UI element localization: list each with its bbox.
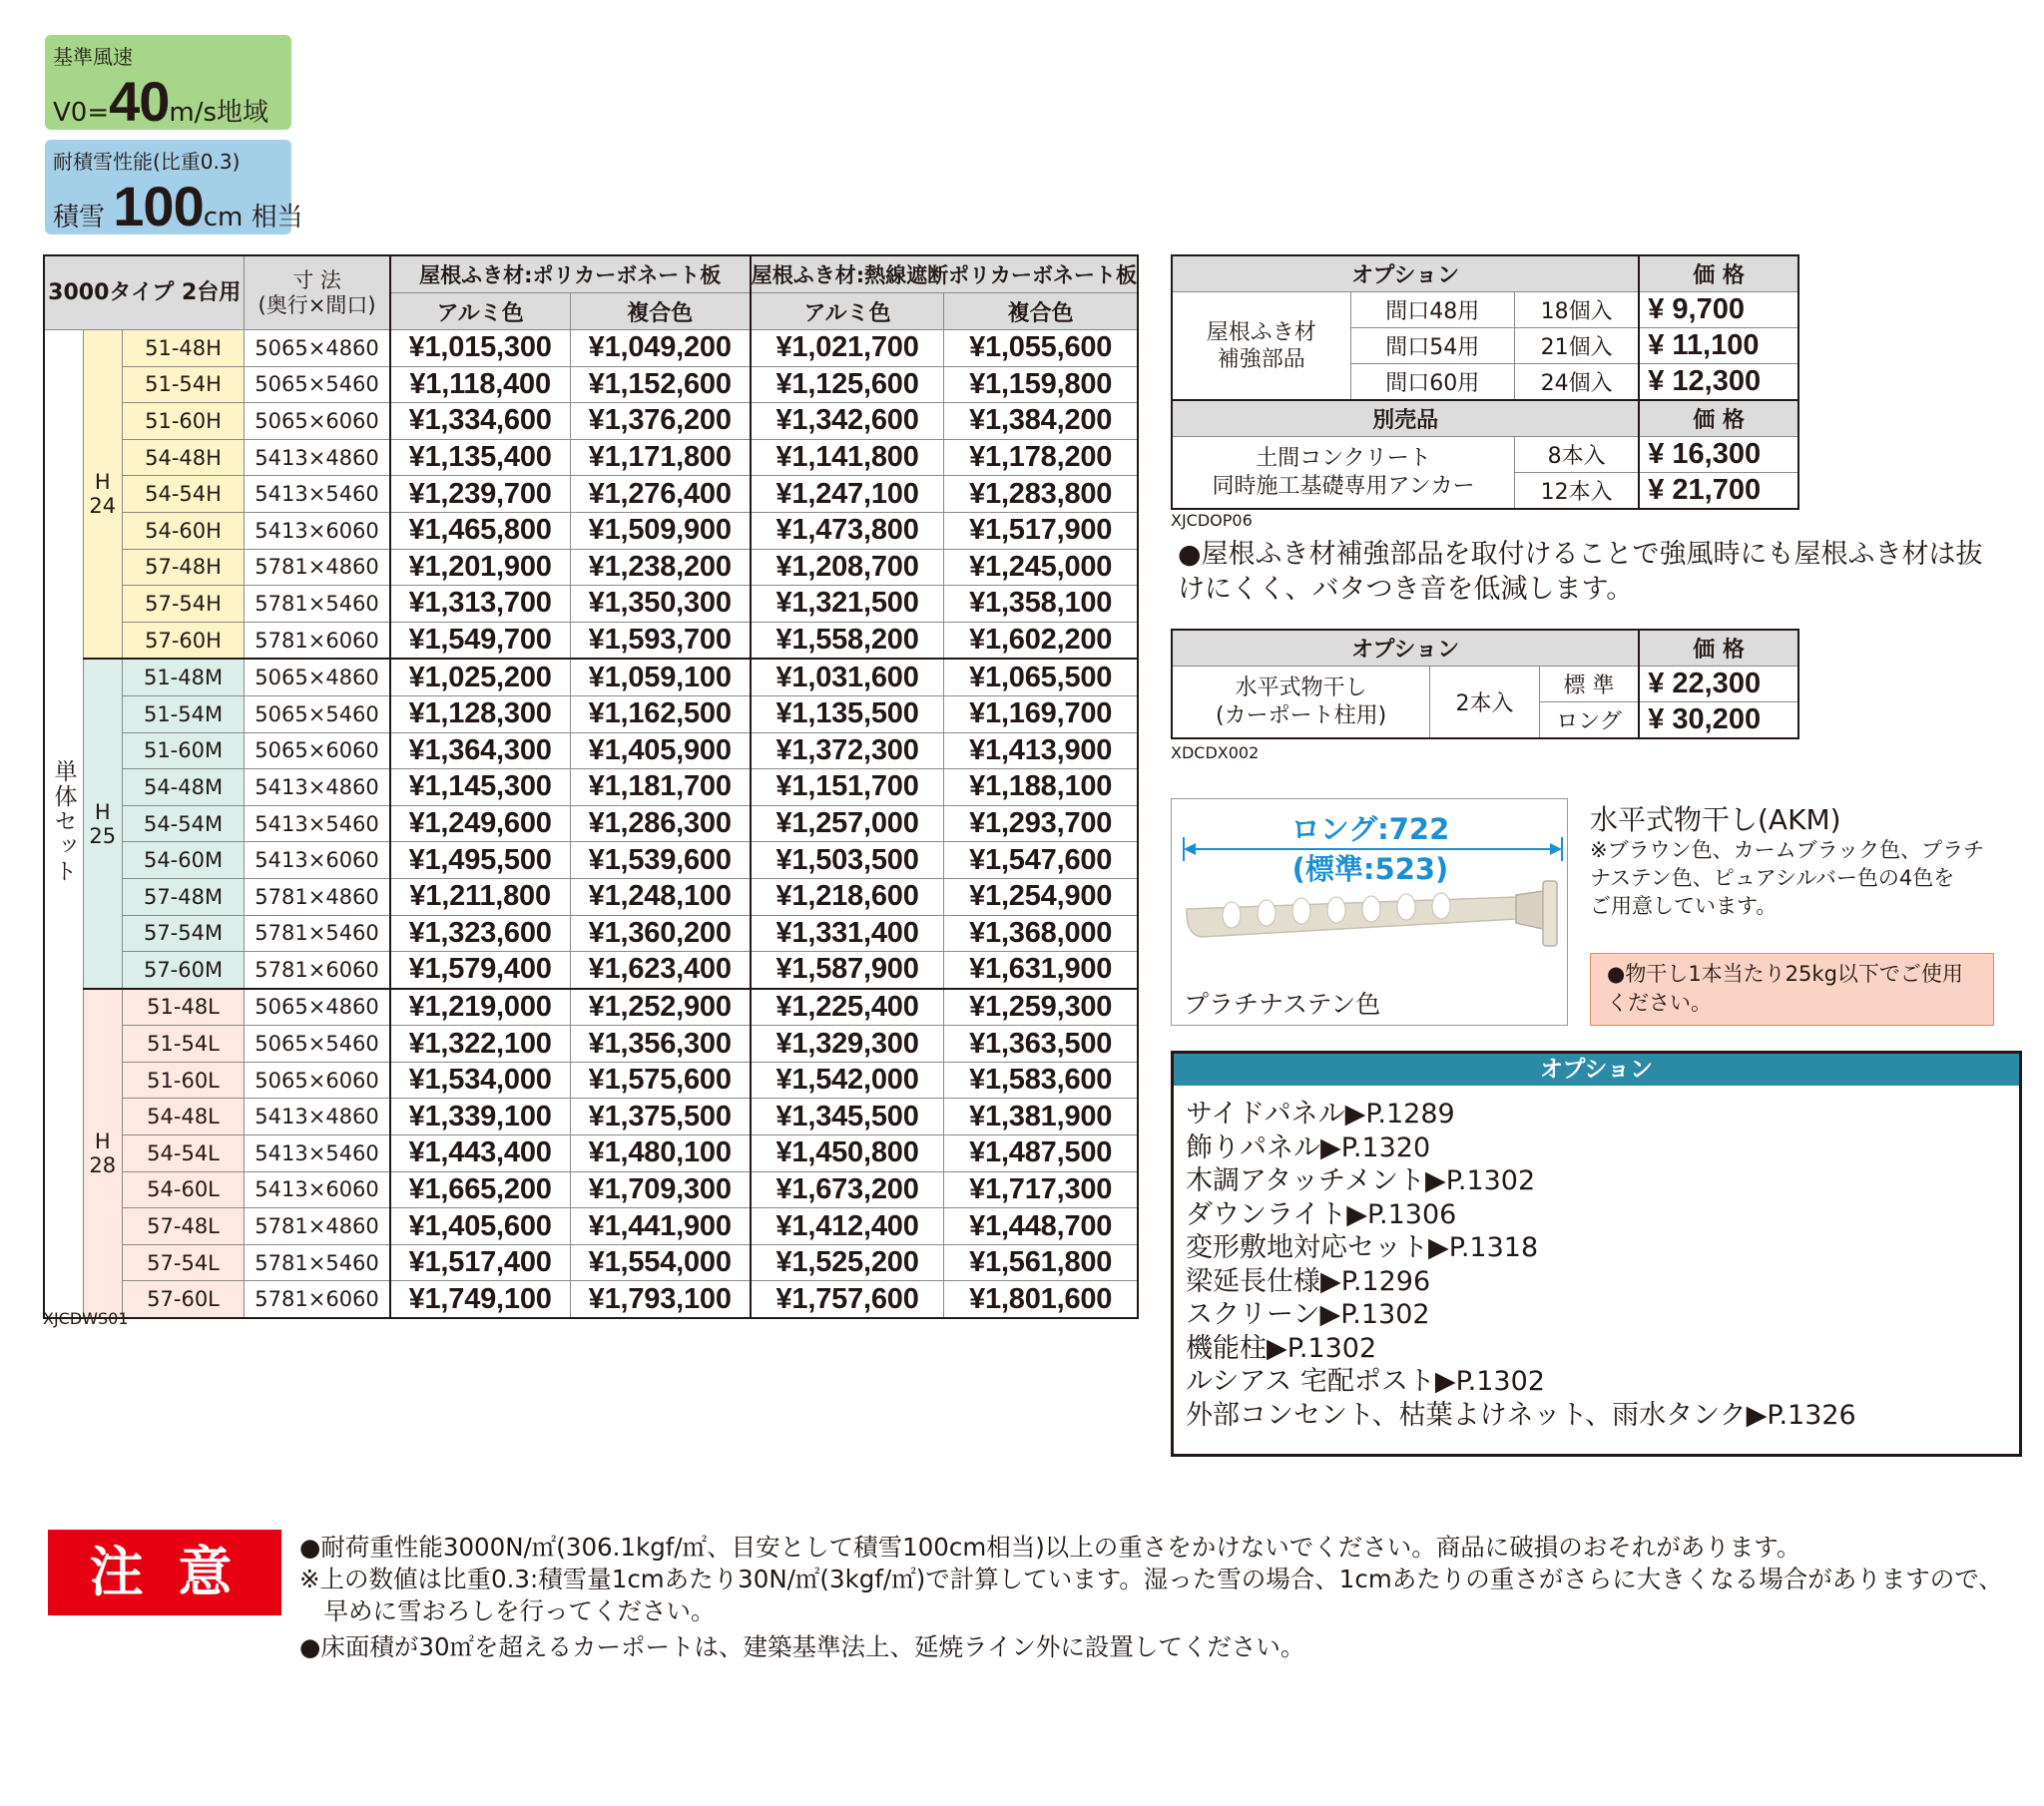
price-cell: ¥1,412,400 <box>751 1208 944 1245</box>
dimension-cell: 5413×6060 <box>245 1171 390 1208</box>
opt1-price-2: ¥ 12,300 <box>1639 364 1798 401</box>
price-cell: ¥1,245,000 <box>944 549 1138 586</box>
caution-line-2: ※上の数値は比重0.3:積雪量1cmあたり30N/㎡(3kgf/㎡)で計算しています。湿った雪の場合、1cmあたりの重さがさらに大きくなる場合がありますので、 <box>299 1565 2003 1593</box>
table-row <box>44 330 1138 367</box>
price-cell: ¥1,443,400 <box>390 1135 571 1172</box>
table-row <box>44 439 1138 476</box>
model-cell: 57-60H <box>122 622 245 659</box>
options-list-item[interactable]: スクリーン▶P.1302 <box>1186 1299 1430 1330</box>
model-cell: 51-54H <box>122 366 245 403</box>
anchor-item: 土間コンクリート 同時施工基礎専用アンカー <box>1172 437 1515 510</box>
price-table <box>43 254 1139 1319</box>
price-cell: ¥1,055,600 <box>944 330 1138 367</box>
opt1-price-1: ¥ 11,100 <box>1639 328 1798 364</box>
caution-line-3: 早めに雪おろしを行ってください。 <box>299 1596 716 1625</box>
price-cell: ¥1,025,200 <box>390 659 571 695</box>
price-cell: ¥1,480,100 <box>570 1135 751 1172</box>
roof-polycarbonate-header: 屋根ふき材:ポリカーボネート板 <box>390 255 751 293</box>
table-row <box>44 1062 1138 1099</box>
dimension-cell: 5413×5460 <box>245 1135 390 1172</box>
price-cell: ¥1,181,700 <box>570 769 751 806</box>
price-cell: ¥1,125,600 <box>751 366 944 403</box>
price-cell: ¥1,257,000 <box>751 805 944 842</box>
price-cell: ¥1,238,200 <box>570 549 751 586</box>
price-cell: ¥1,495,500 <box>390 842 571 879</box>
opt1-qty-2: 24個入 <box>1515 364 1640 401</box>
price-cell: ¥1,313,700 <box>390 586 571 623</box>
option2-header: オプション <box>1172 630 1639 667</box>
dryer-type-0: 標 準 <box>1539 667 1639 702</box>
price-cell: ¥1,334,600 <box>390 403 571 440</box>
model-cell: 51-48H <box>122 330 245 367</box>
model-cell: 54-54M <box>122 805 245 842</box>
price-cell: ¥1,254,900 <box>944 878 1138 915</box>
price-cell: ¥1,405,600 <box>390 1208 571 1245</box>
roof-heat-block-header: 屋根ふき材:熱線遮断ポリカーボネート板 <box>751 255 1138 293</box>
price-cell: ¥1,350,300 <box>570 586 751 623</box>
price-cell: ¥1,441,900 <box>570 1208 751 1245</box>
dimension-cell: 5781×4860 <box>245 549 390 586</box>
opt1-qty-0: 18個入 <box>1515 292 1640 328</box>
dimension-cell: 5413×6060 <box>245 842 390 879</box>
price-cell: ¥1,503,500 <box>751 842 944 879</box>
price-cell: ¥1,525,200 <box>751 1244 944 1281</box>
dimension-cell: 5413×4860 <box>245 439 390 476</box>
model-cell: 54-60M <box>122 842 245 879</box>
model-cell: 54-48M <box>122 769 245 806</box>
price-cell: ¥1,208,700 <box>751 549 944 586</box>
dimension-cell: 5413×4860 <box>245 769 390 806</box>
model-cell: 51-54L <box>122 1026 245 1063</box>
anchor-qty-1: 12本入 <box>1515 473 1640 510</box>
price-cell: ¥1,539,600 <box>570 842 751 879</box>
price-cell: ¥1,259,300 <box>944 989 1138 1026</box>
price-cell: ¥1,448,700 <box>944 1208 1138 1245</box>
price-cell: ¥1,339,100 <box>390 1099 571 1135</box>
dryer-image-box <box>1171 798 1568 1026</box>
price-cell: ¥1,178,200 <box>944 439 1138 476</box>
clothes-dryer-option-table <box>1171 629 1799 739</box>
col-alumi-a: アルミ色 <box>390 293 571 330</box>
table-row <box>44 476 1138 513</box>
table-row <box>44 805 1138 842</box>
model-cell: 57-48L <box>122 1208 245 1245</box>
price-cell: ¥1,717,300 <box>944 1171 1138 1208</box>
price-cell: ¥1,252,900 <box>570 989 751 1026</box>
model-cell: 54-48H <box>122 439 245 476</box>
price-cell: ¥1,364,300 <box>390 732 571 769</box>
dimension-cell: 5065×5460 <box>245 695 390 732</box>
dryer-long-label: ロング:722 <box>1290 812 1450 846</box>
model-cell: 51-48M <box>122 659 245 695</box>
dimension-cell: 5065×4860 <box>245 330 390 367</box>
table-row <box>44 769 1138 806</box>
table-row <box>44 1281 1138 1318</box>
dimension-cell: 5413×5460 <box>245 805 390 842</box>
price-cell: ¥1,673,200 <box>751 1171 944 1208</box>
dimension-cell: 5781×5460 <box>245 586 390 623</box>
option-header: オプション <box>1172 255 1639 292</box>
dimension-cell: 5781×5460 <box>245 915 390 952</box>
table-row <box>44 366 1138 403</box>
table-row <box>44 659 1138 695</box>
options-list-item[interactable]: 木調アタッチメント▶P.1302 <box>1186 1165 1536 1196</box>
model-cell: 57-54L <box>122 1244 245 1281</box>
price-cell: ¥1,509,900 <box>570 512 751 549</box>
model-cell: 57-60M <box>122 952 245 989</box>
height-group-label: H 25 <box>83 659 122 988</box>
options-panel-title: オプション <box>1174 1054 2019 1086</box>
dryer-title: 水平式物干し(AKM) <box>1590 803 1841 836</box>
model-cell: 54-60H <box>122 512 245 549</box>
price-cell: ¥1,247,100 <box>751 476 944 513</box>
price-cell: ¥1,376,200 <box>570 403 751 440</box>
model-cell: 57-48M <box>122 878 245 915</box>
price-cell: ¥1,372,300 <box>751 732 944 769</box>
dimension-cell: 5065×6060 <box>245 403 390 440</box>
col-fukugo-a: 複合色 <box>570 293 751 330</box>
table-row <box>44 1244 1138 1281</box>
price-cell: ¥1,331,400 <box>751 915 944 952</box>
options-panel <box>1171 1051 2022 1457</box>
price-cell: ¥1,225,400 <box>751 989 944 1026</box>
dimension-cell: 5065×4860 <box>245 989 390 1026</box>
price-cell: ¥1,665,200 <box>390 1171 571 1208</box>
dimension-cell: 5413×6060 <box>245 512 390 549</box>
snow-load-badge <box>45 140 303 237</box>
model-cell: 51-60H <box>122 403 245 440</box>
table-row <box>44 1208 1138 1245</box>
opt1-size-2: 間口60用 <box>1350 364 1515 401</box>
price-cell: ¥1,360,200 <box>570 915 751 952</box>
dryer-warning: ●物干し1本当たり25kg以下でご使用 ください。 <box>1590 953 1994 1026</box>
price-cell: ¥1,145,300 <box>390 769 571 806</box>
dimension-cell: 5065×5460 <box>245 366 390 403</box>
table-code: XJCDWS01 <box>43 1309 129 1328</box>
options-list-item[interactable]: 外部コンセント、枯葉よけネット、雨水タンク▶P.1326 <box>1186 1399 1856 1431</box>
price-header-2: 価 格 <box>1639 400 1798 437</box>
price-cell: ¥1,171,800 <box>570 439 751 476</box>
table-row <box>44 842 1138 879</box>
price-cell: ¥1,283,800 <box>944 476 1138 513</box>
options-list-item[interactable]: ダウンライト▶P.1306 <box>1186 1198 1457 1230</box>
price-cell: ¥1,623,400 <box>570 952 751 989</box>
wind-speed-badge <box>45 35 291 133</box>
caution-line-1: ●耐荷重性能3000N/㎡(306.1kgf/㎡、目安として積雪100cm相当)以上の重さをかけないでください。商品に破損のおそれがあります。 <box>299 1533 1801 1562</box>
caution-line-4: ●床面積が30㎡を超えるカーポートは、建築基準法上、延焼ライン外に設置してください。 <box>299 1632 1305 1661</box>
dryer-color-label: プラチナステン色 <box>1184 990 1381 1019</box>
option1-code: XJCDOP06 <box>1171 511 1253 530</box>
price-cell: ¥1,021,700 <box>751 330 944 367</box>
price-cell: ¥1,059,100 <box>570 659 751 695</box>
table-row <box>44 878 1138 915</box>
options-list <box>1174 1086 2019 1432</box>
price-cell: ¥1,413,900 <box>944 732 1138 769</box>
model-cell: 51-48L <box>122 989 245 1026</box>
price-cell: ¥1,757,600 <box>751 1281 944 1318</box>
dimension-header: 寸 法 (奥行×間口) <box>245 255 390 330</box>
price-cell: ¥1,065,500 <box>944 659 1138 695</box>
price-cell: ¥1,465,800 <box>390 512 571 549</box>
price-cell: ¥1,542,000 <box>751 1062 944 1099</box>
price-cell: ¥1,249,600 <box>390 805 571 842</box>
model-cell: 57-48H <box>122 549 245 586</box>
dryer-price-1: ¥ 30,200 <box>1639 702 1798 739</box>
model-cell: 57-54H <box>122 586 245 623</box>
price-cell: ¥1,381,900 <box>944 1099 1138 1135</box>
model-cell: 51-60M <box>122 732 245 769</box>
table-row <box>44 695 1138 732</box>
reinforcement-option-table <box>1171 254 1799 510</box>
table-row <box>44 1135 1138 1172</box>
sold-separately-header: 別売品 <box>1172 400 1639 437</box>
dimension-cell: 5413×4860 <box>245 1099 390 1135</box>
price-cell: ¥1,276,400 <box>570 476 751 513</box>
dimension-cell: 5413×5460 <box>245 476 390 513</box>
price-cell: ¥1,342,600 <box>751 403 944 440</box>
dimension-cell: 5781×4860 <box>245 1208 390 1245</box>
price-cell: ¥1,561,800 <box>944 1244 1138 1281</box>
price-cell: ¥1,031,600 <box>751 659 944 695</box>
reinforcement-item: 屋根ふき材 補強部品 <box>1172 292 1350 401</box>
price-cell: ¥1,801,600 <box>944 1281 1138 1318</box>
price-cell: ¥1,473,800 <box>751 512 944 549</box>
price-cell: ¥1,329,300 <box>751 1026 944 1063</box>
model-cell: 57-54M <box>122 915 245 952</box>
dimension-cell: 5781×5460 <box>245 1244 390 1281</box>
dryer-qty: 2本入 <box>1430 667 1540 739</box>
dimension-cell: 5781×6060 <box>245 622 390 659</box>
anchor-price-0: ¥ 16,300 <box>1639 437 1798 473</box>
price-cell: ¥1,602,200 <box>944 622 1138 659</box>
price-cell: ¥1,368,000 <box>944 915 1138 952</box>
price-cell: ¥1,188,100 <box>944 769 1138 806</box>
options-list-item[interactable]: 変形敷地対応セット▶P.1318 <box>1186 1232 1539 1263</box>
price-header: 価 格 <box>1639 255 1798 292</box>
price-cell: ¥1,384,200 <box>944 403 1138 440</box>
price-cell: ¥1,405,900 <box>570 732 751 769</box>
opt1-price-0: ¥ 9,700 <box>1639 292 1798 328</box>
price-cell: ¥1,375,500 <box>570 1099 751 1135</box>
model-cell: 51-54M <box>122 695 245 732</box>
price-cell: ¥1,575,600 <box>570 1062 751 1099</box>
options-list-item[interactable]: 梁延長仕様▶P.1296 <box>1186 1265 1431 1297</box>
table-row <box>44 989 1138 1026</box>
snow-load-value: 積雪 100cm 相当 <box>53 175 303 237</box>
model-cell: 54-54H <box>122 476 245 513</box>
price-cell: ¥1,239,700 <box>390 476 571 513</box>
dimension-cell: 5065×4860 <box>245 659 390 695</box>
option2-price-header: 価 格 <box>1639 630 1798 667</box>
model-cell: 51-60L <box>122 1062 245 1099</box>
wind-speed-value: V0=40m/s地域 <box>53 70 269 133</box>
snow-load-label: 耐積雪性能(比重0.3) <box>53 150 241 174</box>
price-cell: ¥1,218,600 <box>751 878 944 915</box>
price-cell: ¥1,321,500 <box>751 586 944 623</box>
price-cell: ¥1,219,000 <box>390 989 571 1026</box>
table-row <box>44 512 1138 549</box>
price-cell: ¥1,749,100 <box>390 1281 571 1318</box>
table-row <box>44 549 1138 586</box>
price-cell: ¥1,450,800 <box>751 1135 944 1172</box>
dimension-cell: 5065×5460 <box>245 1026 390 1063</box>
price-cell: ¥1,135,400 <box>390 439 571 476</box>
option2-code: XDCDX002 <box>1171 743 1260 762</box>
price-cell: ¥1,118,400 <box>390 366 571 403</box>
height-group-label: H 24 <box>83 330 122 660</box>
caution-label: 注 意 <box>48 1530 281 1615</box>
options-list-item[interactable]: 機能柱▶P.1302 <box>1186 1332 1377 1364</box>
price-cell: ¥1,358,100 <box>944 586 1138 623</box>
price-cell: ¥1,593,700 <box>570 622 751 659</box>
anchor-price-1: ¥ 21,700 <box>1639 473 1798 510</box>
dimension-cell: 5781×6060 <box>245 952 390 989</box>
price-cell: ¥1,356,300 <box>570 1026 751 1063</box>
price-cell: ¥1,517,900 <box>944 512 1138 549</box>
price-cell: ¥1,534,000 <box>390 1062 571 1099</box>
table-row <box>44 1171 1138 1208</box>
price-cell: ¥1,363,500 <box>944 1026 1138 1063</box>
price-cell: ¥1,547,600 <box>944 842 1138 879</box>
dryer-item: 水平式物干し (カーポート柱用) <box>1172 667 1430 739</box>
options-list-item[interactable]: サイドパネル▶P.1289 <box>1186 1099 1455 1129</box>
model-cell: 54-48L <box>122 1099 245 1135</box>
price-cell: ¥1,583,600 <box>944 1062 1138 1099</box>
price-cell: ¥1,587,900 <box>751 952 944 989</box>
price-cell: ¥1,248,100 <box>570 878 751 915</box>
price-cell: ¥1,793,100 <box>570 1281 751 1318</box>
price-cell: ¥1,152,600 <box>570 366 751 403</box>
dimension-cell: 5065×6060 <box>245 1062 390 1099</box>
table-row <box>44 1026 1138 1063</box>
price-cell: ¥1,128,300 <box>390 695 571 732</box>
price-cell: ¥1,151,700 <box>751 769 944 806</box>
table-row <box>44 732 1138 769</box>
table-row <box>44 622 1138 659</box>
dimension-cell: 5065×6060 <box>245 732 390 769</box>
model-cell: 54-60L <box>122 1171 245 1208</box>
price-cell: ¥1,631,900 <box>944 952 1138 989</box>
price-cell: ¥1,169,700 <box>944 695 1138 732</box>
dryer-description: ※ブラウン色、カームブラック色、プラチ ナステン色、ピュアシルバー色の4色を ご用意しています。 <box>1590 838 1985 918</box>
price-cell: ¥1,201,900 <box>390 549 571 586</box>
table-row <box>44 586 1138 623</box>
price-cell: ¥1,135,500 <box>751 695 944 732</box>
price-cell: ¥1,162,500 <box>570 695 751 732</box>
price-cell: ¥1,709,300 <box>570 1171 751 1208</box>
price-cell: ¥1,049,200 <box>570 330 751 367</box>
options-list-item[interactable]: 飾りパネル▶P.1320 <box>1186 1131 1431 1163</box>
price-cell: ¥1,293,700 <box>944 805 1138 842</box>
reinforcement-note: ●屋根ふき材補強部品を取付けることで強風時にも屋根ふき材は抜 けにくく、バタつき音を低減します。 <box>1178 539 1983 605</box>
price-cell: ¥1,579,400 <box>390 952 571 989</box>
col-alumi-b: アルミ色 <box>751 293 944 330</box>
price-cell: ¥1,558,200 <box>751 622 944 659</box>
height-group-label: H 28 <box>83 989 122 1318</box>
price-cell: ¥1,141,800 <box>751 439 944 476</box>
table-row <box>44 952 1138 989</box>
dryer-std-label: (標準:523) <box>1291 852 1449 886</box>
price-cell: ¥1,159,800 <box>944 366 1138 403</box>
table-row <box>44 915 1138 952</box>
price-cell: ¥1,015,300 <box>390 330 571 367</box>
price-cell: ¥1,554,000 <box>570 1244 751 1281</box>
dryer-type-1: ロング <box>1539 702 1639 739</box>
price-cell: ¥1,345,500 <box>751 1099 944 1135</box>
price-cell: ¥1,211,800 <box>390 878 571 915</box>
opt1-size-0: 間口48用 <box>1350 292 1515 328</box>
table-row <box>44 1099 1138 1135</box>
opt1-size-1: 間口54用 <box>1350 328 1515 364</box>
price-cell: ¥1,549,700 <box>390 622 571 659</box>
price-cell: ¥1,323,600 <box>390 915 571 952</box>
price-cell: ¥1,322,100 <box>390 1026 571 1063</box>
dimension-cell: 5781×4860 <box>245 878 390 915</box>
price-cell: ¥1,286,300 <box>570 805 751 842</box>
opt1-qty-1: 21個入 <box>1515 328 1640 364</box>
dimension-cell: 5781×6060 <box>245 1281 390 1318</box>
type-header: 3000タイプ 2台用 <box>44 255 245 330</box>
single-set-label: 単体セット <box>44 330 83 1319</box>
model-cell: 54-54L <box>122 1135 245 1172</box>
model-cell: 57-60L <box>122 1281 245 1318</box>
price-cell: ¥1,487,500 <box>944 1135 1138 1172</box>
table-row <box>44 403 1138 440</box>
options-list-item[interactable]: ルシアス 宅配ポスト▶P.1302 <box>1186 1366 1545 1397</box>
wind-speed-label: 基準風速 <box>53 45 133 69</box>
col-fukugo-b: 複合色 <box>944 293 1138 330</box>
dryer-price-0: ¥ 22,300 <box>1639 667 1798 702</box>
anchor-qty-0: 8本入 <box>1515 437 1640 473</box>
price-cell: ¥1,517,400 <box>390 1244 571 1281</box>
